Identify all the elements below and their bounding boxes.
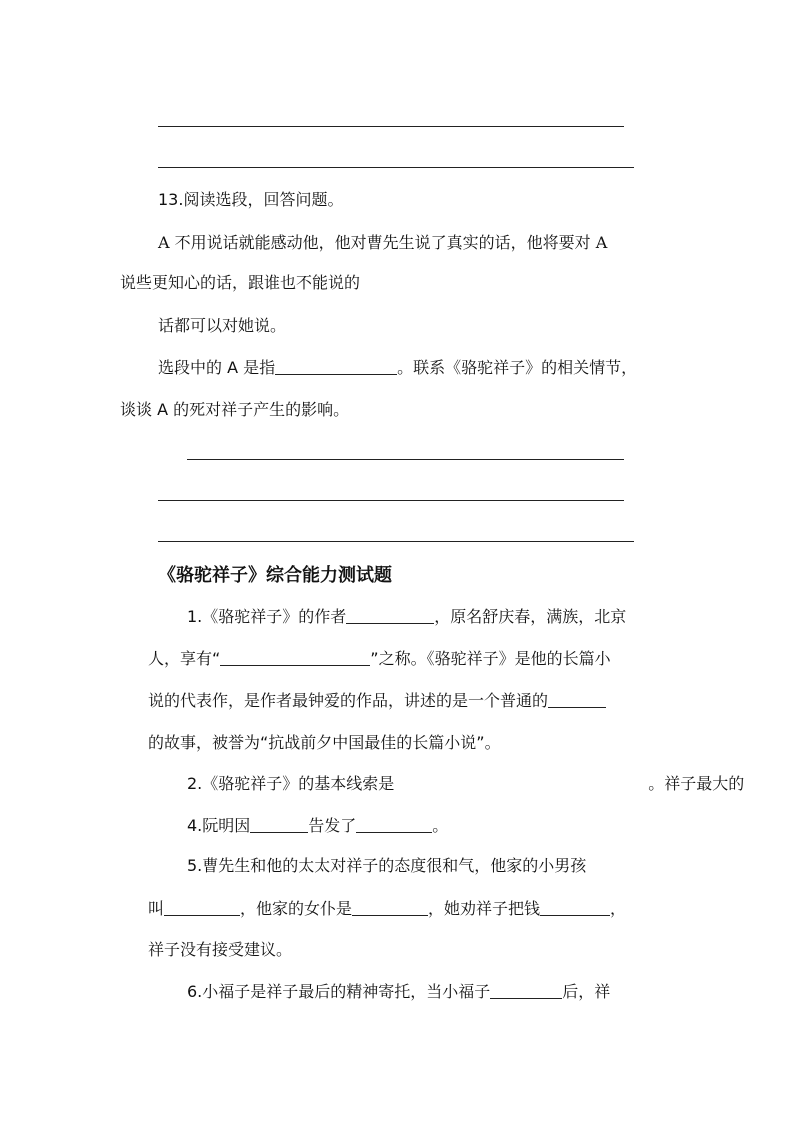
answer-line [158, 500, 624, 501]
q1-text: 人，享有“ [148, 649, 221, 668]
q5-text: ，她劝祥子把钱 [428, 899, 541, 918]
q4-text: 。 [432, 816, 449, 835]
q1-line [148, 649, 611, 669]
q4-text: 4.阮明因 [187, 816, 251, 835]
answer-space[interactable] [394, 775, 648, 789]
answer-line [187, 459, 624, 460]
test-title: 《骆驼祥子》综合能力测试题 [158, 565, 392, 586]
answer-blank[interactable] [540, 901, 610, 916]
q13-question [158, 358, 637, 378]
q5-line: 5.曹先生和他的太太对祥子的态度很和气，他家的小男孩 [187, 856, 587, 875]
q2-line [187, 774, 744, 794]
q13-passage-line: A 不用说话就能感动他，他对曹先生说了真实的话，他将要对 A [158, 233, 608, 252]
q6-text: 6.小福子是祥子最后的精神寄托，当小福子 [187, 982, 491, 1001]
q6-line [187, 982, 610, 1002]
q4-line [187, 816, 448, 836]
answer-blank[interactable] [346, 609, 434, 624]
answer-blank[interactable] [275, 360, 397, 375]
answer-blank[interactable] [164, 901, 240, 916]
answer-blank[interactable] [352, 901, 428, 916]
q13-question-text: 。联系《骆驼祥子》的相关情节， [397, 358, 638, 377]
q2-text: 2.《骆驼祥子》的基本线索是 [187, 774, 395, 793]
q4-text: 告发了 [308, 816, 357, 835]
q13-passage-line: 话都可以对她说。 [158, 316, 287, 335]
answer-line [158, 167, 634, 168]
q1-text: 说的代表作，是作者最钟爱的作品，讲述的是一个普通的 [148, 691, 549, 710]
q1-text: 1.《骆驼祥子》的作者 [187, 607, 347, 626]
q1-line: 的故事，被誉为“抗战前夕中国最佳的长篇小说”。 [148, 733, 501, 752]
q1-line [187, 607, 626, 627]
answer-blank[interactable] [490, 984, 562, 999]
q5-line [148, 899, 626, 919]
q13-question-line2: 谈谈 A 的死对祥子产生的影响。 [120, 400, 350, 419]
q1-text: ，原名舒庆春，满族，北京 [434, 607, 627, 626]
q13-heading: 13.阅读选段，回答问题。 [158, 190, 344, 209]
answer-blank[interactable] [250, 818, 308, 833]
q13-passage-line: 说些更知心的话，跟谁也不能说的 [120, 273, 361, 292]
q1-line [148, 691, 606, 711]
q13-question-text: 选段中的 A 是指 [158, 358, 276, 377]
q5-line: 祥子没有接受建议。 [148, 940, 293, 959]
answer-blank[interactable] [548, 693, 606, 708]
answer-blank[interactable] [220, 651, 370, 666]
q6-text: 后，祥 [562, 982, 611, 1001]
q1-text: ”之称。《骆驼祥子》是他的长篇小 [370, 649, 611, 668]
answer-blank[interactable] [356, 818, 432, 833]
q2-text: 。祥子最大的 [648, 774, 745, 793]
answer-line [158, 541, 634, 542]
answer-line [158, 126, 624, 127]
q5-text: ，他家的女仆是 [240, 899, 353, 918]
q5-text: ， [610, 899, 627, 918]
q5-text: 叫 [148, 899, 165, 918]
